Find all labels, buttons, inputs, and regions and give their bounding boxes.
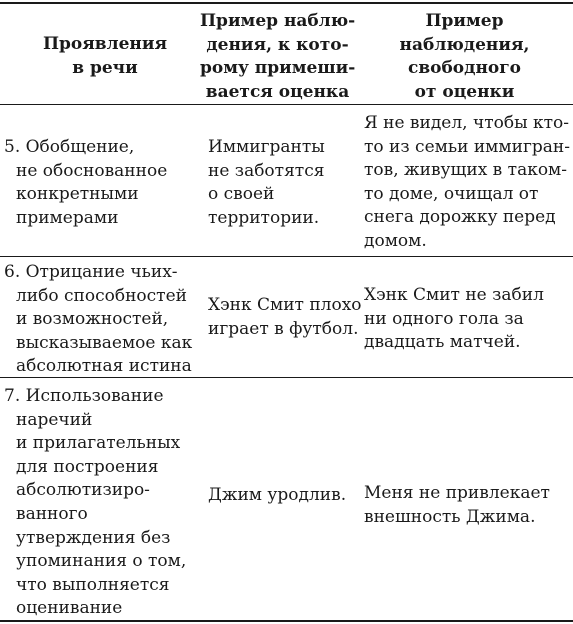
table-cell-line: не заботятся xyxy=(208,160,325,181)
row-6-manifestation xyxy=(4,261,192,379)
header-col-3-line: Пример xyxy=(425,11,504,31)
header-col-3-line: наблюдения, xyxy=(399,34,530,55)
table-cell-line: играет в футбол. xyxy=(208,318,359,339)
table-cell-line: 7. Использование xyxy=(4,386,164,406)
table-cell-line: Джим уродлив. xyxy=(208,485,347,505)
table-cell-line: наречий xyxy=(16,409,93,430)
table-cell-line: территории. xyxy=(208,207,320,228)
table-cell-line: не обоснованное xyxy=(16,160,168,181)
row-7-manifestation xyxy=(4,385,186,621)
header-col-3 xyxy=(362,10,567,104)
row-5-bottom-rule xyxy=(0,256,573,257)
header-col-3-line: свободного xyxy=(407,58,522,79)
row-7-evaluative-example xyxy=(208,484,346,508)
table-cell-line: высказываемое как xyxy=(16,332,193,353)
table-cell-line: Иммигранты xyxy=(208,137,325,157)
table-cell-line: упоминания о том, xyxy=(16,551,187,572)
header-col-2-line: дения, к кото- xyxy=(206,34,349,55)
table-cell-line: Я не видел, чтобы кто- xyxy=(364,113,570,133)
row-5-observation-example xyxy=(364,112,570,254)
table-cell-line: абсолютная истина xyxy=(16,356,192,377)
row-6-observation-example xyxy=(364,284,544,355)
header-col-2-line: рому примеши- xyxy=(200,58,356,79)
table-cell-line: 6. Отрицание чьих- xyxy=(4,262,178,282)
table-cell-line: тов, живущих в таком- xyxy=(364,160,568,181)
table-cell-line: для построения xyxy=(16,456,159,477)
table-cell-line: что выполняется xyxy=(16,574,170,595)
table-cell-line: Хэнк Смит плохо xyxy=(208,295,362,315)
table-cell-line: о своей xyxy=(208,184,275,205)
table-cell-line: то из семьи иммигран- xyxy=(364,136,570,157)
table-cell-line: 5. Обобщение, xyxy=(4,137,135,157)
row-5-manifestation xyxy=(4,136,167,230)
table-cell-line: то доме, очищал от xyxy=(364,183,539,204)
row-5-evaluative-example xyxy=(208,136,325,230)
table-cell-line: и прилагательных xyxy=(16,433,181,454)
table-cell-line: утверждения без xyxy=(16,527,171,548)
table-cell-line: и возможностей, xyxy=(16,309,169,330)
table-cell-line: Меня не привлекает xyxy=(364,483,550,503)
table-cell-line: внешность Джима. xyxy=(364,506,536,527)
table-top-rule xyxy=(0,2,573,4)
table-cell-line: либо способностей xyxy=(16,285,187,306)
table-cell-line: конкретными xyxy=(16,184,139,205)
header-col-1 xyxy=(10,33,200,80)
row-7-observation-example xyxy=(364,482,550,529)
table-cell-line: двадцать матчей. xyxy=(364,332,521,353)
table-cell-line: ванного xyxy=(16,503,88,524)
header-col-2 xyxy=(200,10,355,104)
table-cell-line: домом. xyxy=(364,230,427,251)
table-cell-line: ни одного гола за xyxy=(364,308,524,329)
header-col-2-line: вается оценка xyxy=(205,81,350,102)
header-col-1-line: Проявления xyxy=(42,34,168,54)
header-col-1-line: в речи xyxy=(72,57,138,78)
table-cell-line: Хэнк Смит не забил xyxy=(364,285,544,305)
header-col-3-line: от оценки xyxy=(414,81,515,102)
header-col-2-line: Пример наблю- xyxy=(200,11,356,31)
table-cell-line: оценивание xyxy=(16,598,123,619)
row-6-evaluative-example xyxy=(208,294,362,341)
table-cell-line: абсолютизиро- xyxy=(16,480,150,501)
table-cell-line: снега дорожку перед xyxy=(364,207,556,228)
table-cell-line: примерами xyxy=(16,207,119,228)
